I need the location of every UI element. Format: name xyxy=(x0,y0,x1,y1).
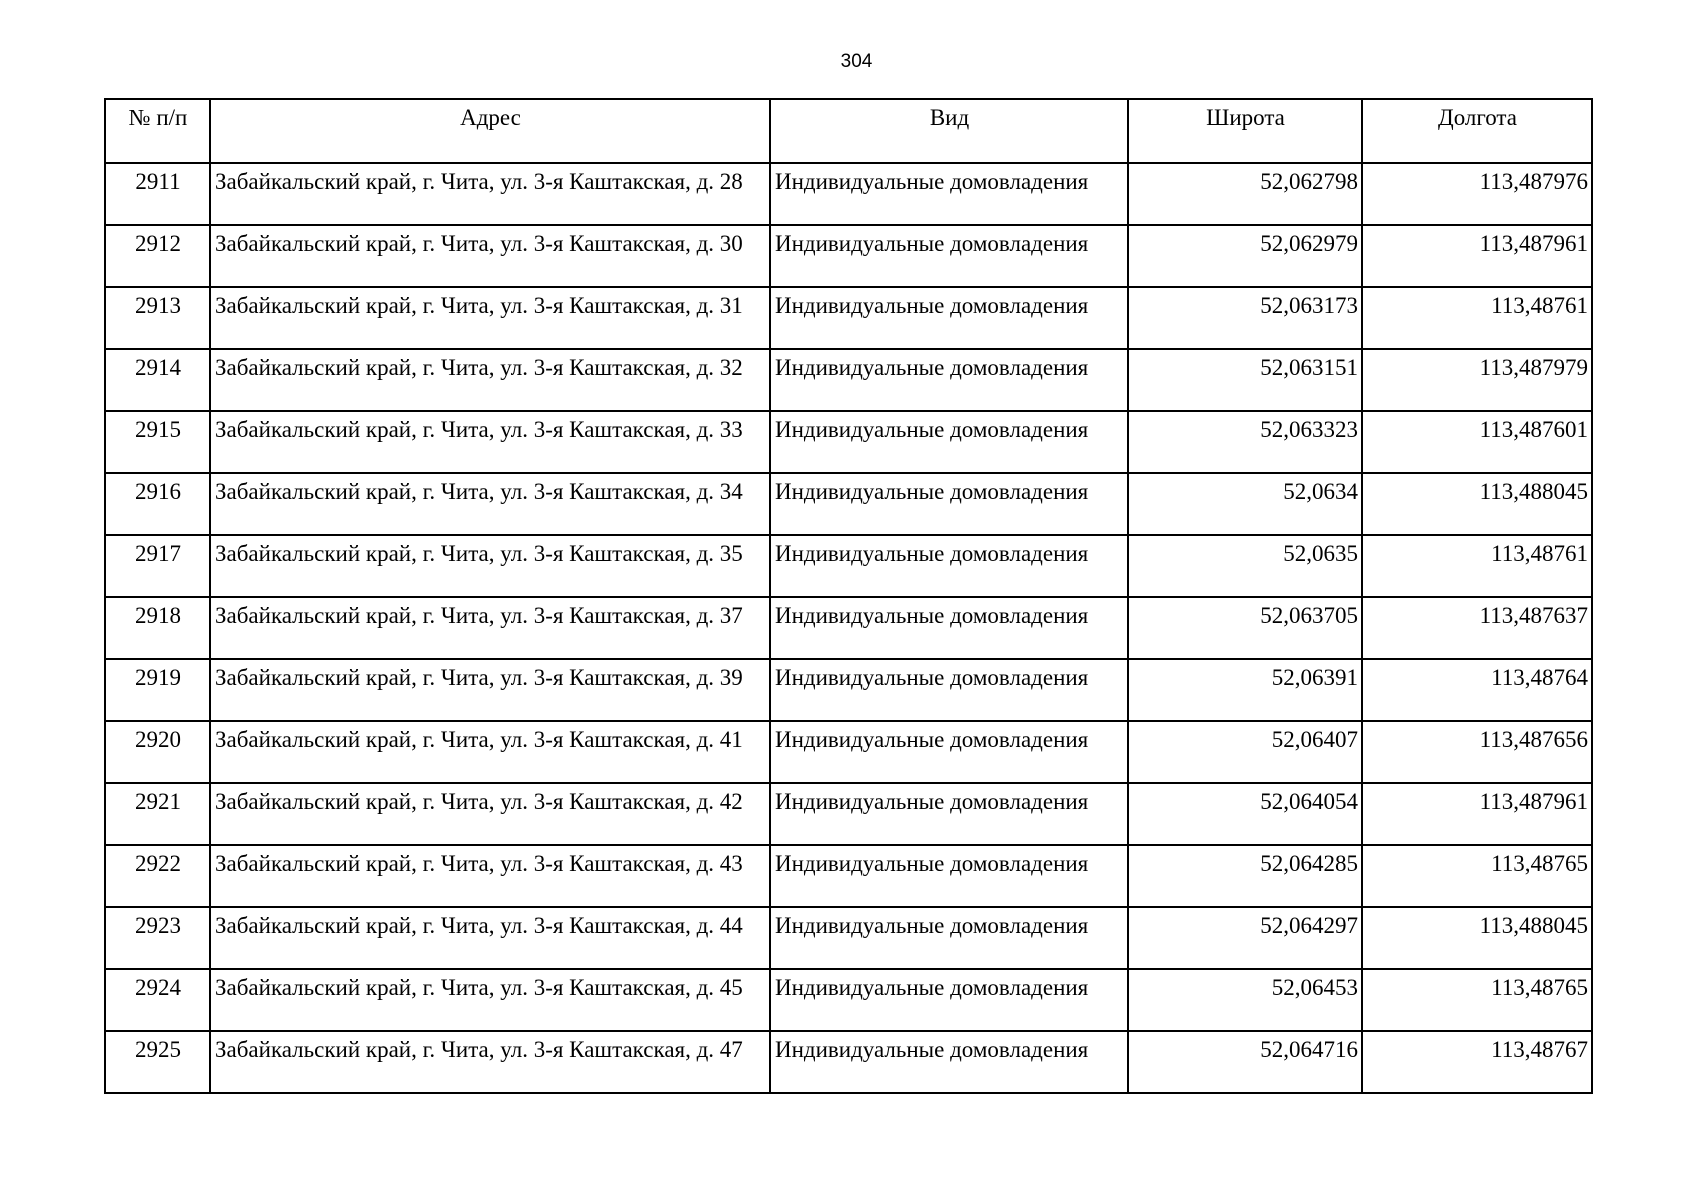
cell-num: 2921 xyxy=(105,783,210,845)
cell-longitude: 113,48761 xyxy=(1362,535,1592,597)
cell-latitude: 52,062979 xyxy=(1128,225,1362,287)
table-row xyxy=(105,969,1592,1031)
cell-latitude: 52,06407 xyxy=(1128,721,1362,783)
cell-num: 2920 xyxy=(105,721,210,783)
cell-address: Забайкальский край, г. Чита, ул. 3-я Каштакская, д. 30 xyxy=(210,225,770,287)
table-row xyxy=(105,225,1592,287)
cell-longitude: 113,487961 xyxy=(1362,783,1592,845)
cell-address: Забайкальский край, г. Чита, ул. 3-я Каштакская, д. 45 xyxy=(210,969,770,1031)
page-number: 304 xyxy=(840,51,873,72)
cell-type: Индивидуальные домовладения xyxy=(770,535,1128,597)
cell-latitude: 52,063705 xyxy=(1128,597,1362,659)
cell-latitude: 52,064716 xyxy=(1128,1031,1362,1093)
cell-latitude: 52,064285 xyxy=(1128,845,1362,907)
cell-longitude: 113,487601 xyxy=(1362,411,1592,473)
cell-address: Забайкальский край, г. Чита, ул. 3-я Каштакская, д. 35 xyxy=(210,535,770,597)
cell-latitude: 52,06391 xyxy=(1128,659,1362,721)
cell-longitude: 113,48765 xyxy=(1362,845,1592,907)
cell-type: Индивидуальные домовладения xyxy=(770,969,1128,1031)
cell-num: 2918 xyxy=(105,597,210,659)
cell-num: 2911 xyxy=(105,163,210,225)
cell-latitude: 52,063173 xyxy=(1128,287,1362,349)
cell-longitude: 113,487637 xyxy=(1362,597,1592,659)
table-row xyxy=(105,163,1592,225)
cell-num: 2915 xyxy=(105,411,210,473)
cell-address: Забайкальский край, г. Чита, ул. 3-я Каштакская, д. 28 xyxy=(210,163,770,225)
cell-num: 2924 xyxy=(105,969,210,1031)
table-row xyxy=(105,349,1592,411)
cell-type: Индивидуальные домовладения xyxy=(770,659,1128,721)
cell-address: Забайкальский край, г. Чита, ул. 3-я Каштакская, д. 32 xyxy=(210,349,770,411)
cell-type: Индивидуальные домовладения xyxy=(770,225,1128,287)
cell-longitude: 113,48764 xyxy=(1362,659,1592,721)
cell-longitude: 113,48767 xyxy=(1362,1031,1592,1093)
cell-num: 2916 xyxy=(105,473,210,535)
cell-longitude: 113,48765 xyxy=(1362,969,1592,1031)
header-longitude: Долгота xyxy=(1362,99,1592,163)
table-row xyxy=(105,783,1592,845)
cell-num: 2913 xyxy=(105,287,210,349)
cell-address: Забайкальский край, г. Чита, ул. 3-я Каштакская, д. 39 xyxy=(210,659,770,721)
table-header-row xyxy=(105,99,1592,163)
header-type: Вид xyxy=(770,99,1128,163)
cell-latitude: 52,064054 xyxy=(1128,783,1362,845)
cell-type: Индивидуальные домовладения xyxy=(770,163,1128,225)
address-table xyxy=(104,98,1593,1094)
cell-address: Забайкальский край, г. Чита, ул. 3-я Каштакская, д. 43 xyxy=(210,845,770,907)
table-row xyxy=(105,411,1592,473)
cell-address: Забайкальский край, г. Чита, ул. 3-я Каштакская, д. 42 xyxy=(210,783,770,845)
cell-longitude: 113,487656 xyxy=(1362,721,1592,783)
cell-type: Индивидуальные домовладения xyxy=(770,349,1128,411)
cell-type: Индивидуальные домовладения xyxy=(770,287,1128,349)
cell-num: 2914 xyxy=(105,349,210,411)
cell-type: Индивидуальные домовладения xyxy=(770,721,1128,783)
header-latitude: Широта xyxy=(1128,99,1362,163)
cell-latitude: 52,064297 xyxy=(1128,907,1362,969)
cell-address: Забайкальский край, г. Чита, ул. 3-я Каштакская, д. 34 xyxy=(210,473,770,535)
cell-longitude: 113,487961 xyxy=(1362,225,1592,287)
cell-longitude: 113,487979 xyxy=(1362,349,1592,411)
cell-num: 2923 xyxy=(105,907,210,969)
cell-address: Забайкальский край, г. Чита, ул. 3-я Каштакская, д. 33 xyxy=(210,411,770,473)
table-row xyxy=(105,597,1592,659)
header-address: Адрес xyxy=(210,99,770,163)
cell-type: Индивидуальные домовладения xyxy=(770,907,1128,969)
cell-address: Забайкальский край, г. Чита, ул. 3-я Каштакская, д. 44 xyxy=(210,907,770,969)
table-row xyxy=(105,721,1592,783)
table-row xyxy=(105,907,1592,969)
cell-num: 2912 xyxy=(105,225,210,287)
cell-type: Индивидуальные домовладения xyxy=(770,473,1128,535)
cell-longitude: 113,488045 xyxy=(1362,907,1592,969)
cell-address: Забайкальский край, г. Чита, ул. 3-я Каштакская, д. 41 xyxy=(210,721,770,783)
cell-latitude: 52,06453 xyxy=(1128,969,1362,1031)
cell-num: 2925 xyxy=(105,1031,210,1093)
cell-type: Индивидуальные домовладения xyxy=(770,597,1128,659)
cell-address: Забайкальский край, г. Чита, ул. 3-я Каштакская, д. 47 xyxy=(210,1031,770,1093)
cell-latitude: 52,063323 xyxy=(1128,411,1362,473)
table-row xyxy=(105,1031,1592,1093)
cell-latitude: 52,0635 xyxy=(1128,535,1362,597)
table-row xyxy=(105,287,1592,349)
cell-type: Индивидуальные домовладения xyxy=(770,411,1128,473)
cell-type: Индивидуальные домовладения xyxy=(770,1031,1128,1093)
cell-longitude: 113,488045 xyxy=(1362,473,1592,535)
cell-address: Забайкальский край, г. Чита, ул. 3-я Каштакская, д. 31 xyxy=(210,287,770,349)
cell-num: 2917 xyxy=(105,535,210,597)
table-row xyxy=(105,659,1592,721)
table-row xyxy=(105,473,1592,535)
cell-longitude: 113,487976 xyxy=(1362,163,1592,225)
table-row xyxy=(105,845,1592,907)
cell-address: Забайкальский край, г. Чита, ул. 3-я Каштакская, д. 37 xyxy=(210,597,770,659)
cell-latitude: 52,062798 xyxy=(1128,163,1362,225)
cell-latitude: 52,0634 xyxy=(1128,473,1362,535)
cell-longitude: 113,48761 xyxy=(1362,287,1592,349)
cell-type: Индивидуальные домовладения xyxy=(770,783,1128,845)
table-row xyxy=(105,535,1592,597)
cell-num: 2919 xyxy=(105,659,210,721)
header-num: № п/п xyxy=(105,99,210,163)
cell-type: Индивидуальные домовладения xyxy=(770,845,1128,907)
cell-latitude: 52,063151 xyxy=(1128,349,1362,411)
cell-num: 2922 xyxy=(105,845,210,907)
